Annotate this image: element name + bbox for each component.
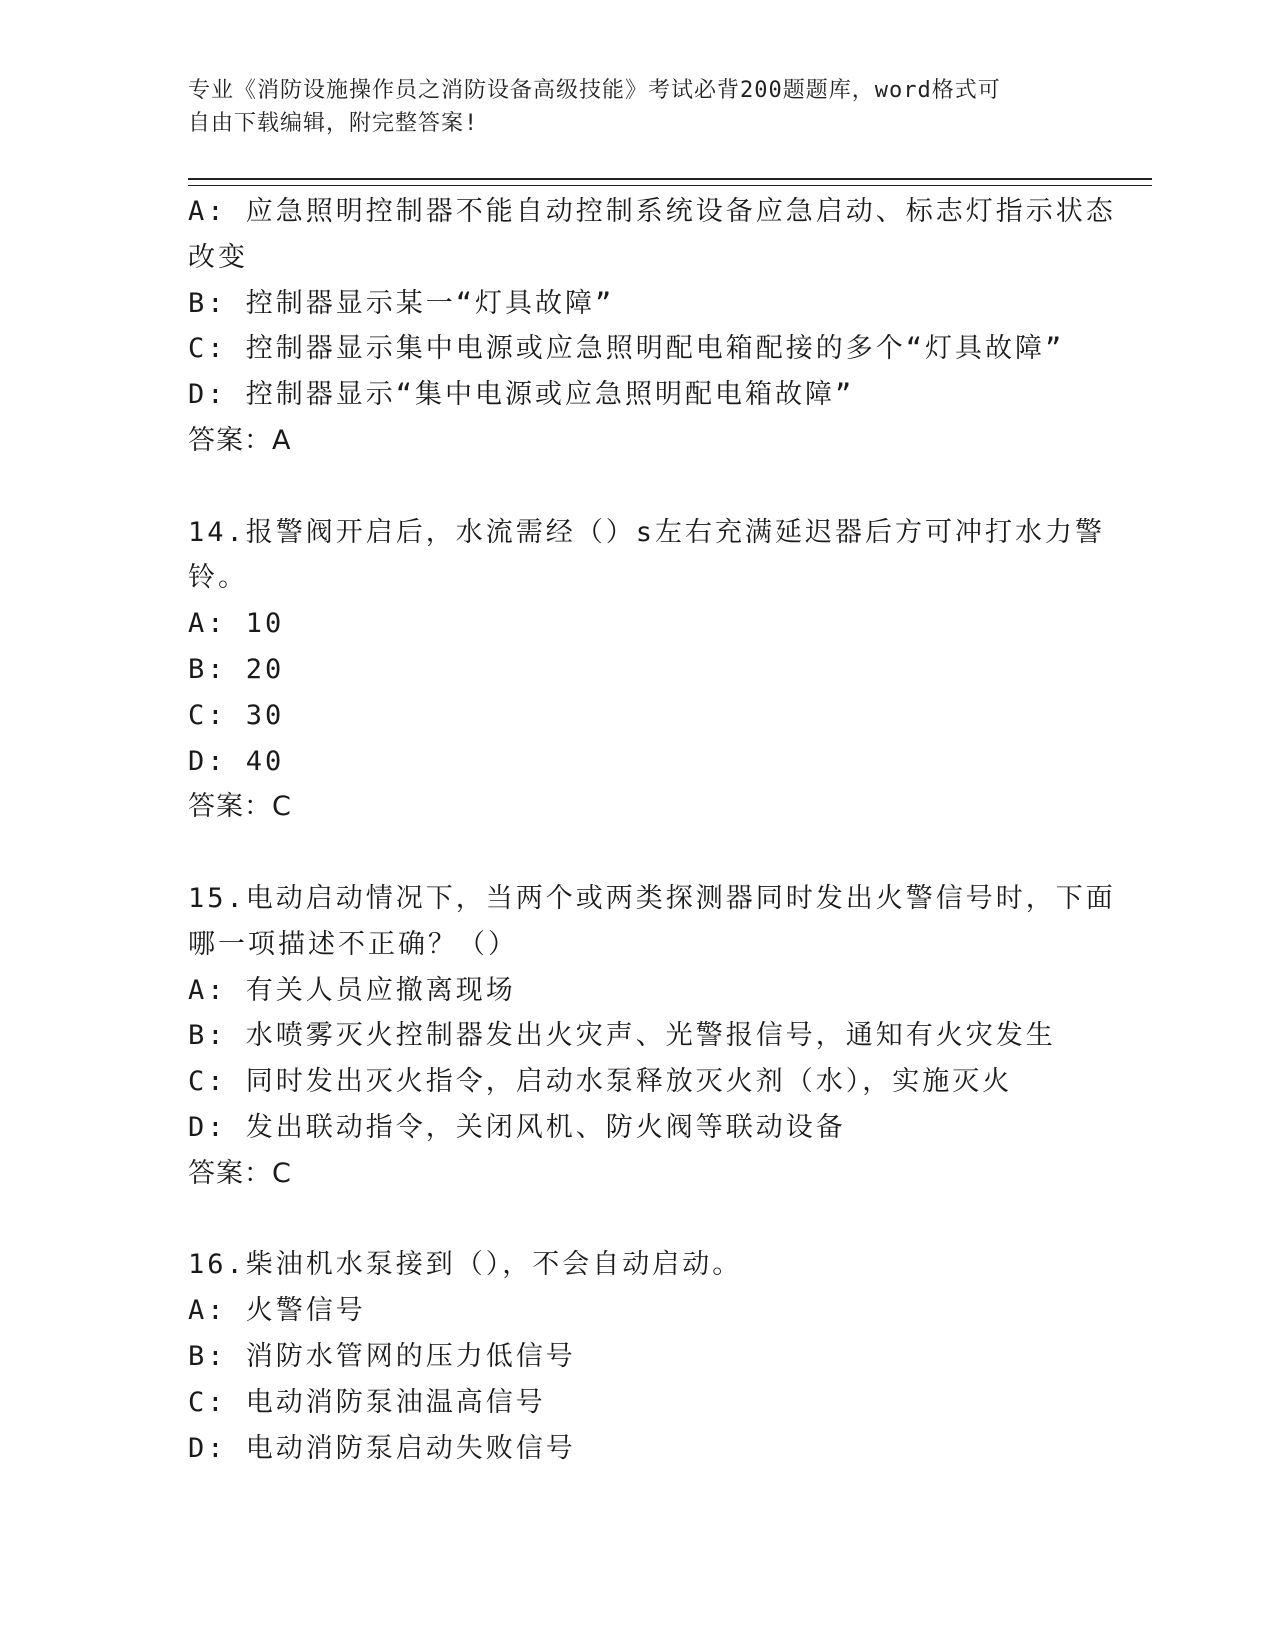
answer: 答案：C: [188, 1157, 292, 1189]
question-text-continued: 哪一项描述不正确？（）: [188, 928, 518, 960]
option-a: A: 10: [188, 608, 285, 640]
spacer: [188, 1197, 1088, 1243]
question-text: 14.报警阀开启后，水流需经（）s左右充满延迟器后方可冲打水力警: [188, 516, 1106, 548]
option-a: A: 火警信号: [188, 1295, 366, 1327]
option-a: A: 有关人员应撤离现场: [188, 974, 516, 1006]
question-14: [188, 510, 1106, 831]
option-d: D: 电动消防泵启动失败信号: [188, 1432, 576, 1464]
option-b: B: 控制器显示某一“灯具故障”: [188, 287, 615, 319]
spacer: [188, 464, 1088, 510]
question-13: [188, 189, 1116, 464]
question-text: 16.柴油机水泵接到（），不会自动启动。: [188, 1249, 743, 1281]
option-c: C: 30: [188, 699, 285, 731]
option-c: C: 电动消防泵油温高信号: [188, 1386, 546, 1418]
option-c: C: 控制器显示集中电源或应急照明配电箱配接的多个“灯具故障”: [188, 333, 1065, 365]
header-line-2: 自由下载编辑，附完整答案!: [188, 111, 479, 136]
document-body: [188, 189, 1116, 1471]
option-d: D: 40: [188, 745, 285, 777]
option-d: D: 控制器显示“集中电源或应急照明配电箱故障”: [188, 379, 855, 411]
question-text-continued: 铃。: [188, 562, 248, 594]
header-line-1: 专业《消防设施操作员之消防设备高级技能》考试必背200题题库，word格式可: [188, 78, 1001, 103]
option-d: D: 发出联动指令，关闭风机、防火阀等联动设备: [188, 1111, 846, 1143]
document-header: [188, 74, 1088, 140]
option-b: B: 消防水管网的压力低信号: [188, 1340, 576, 1372]
option-a: A: 应急照明控制器不能自动控制系统设备应急启动、标志灯指示状态: [188, 196, 1116, 227]
option-c: C: 同时发出灭火指令，启动水泵释放灭火剂（水），实施灭火: [188, 1066, 1013, 1098]
option-b: B: 20: [188, 653, 285, 685]
option-a-continued: 改变: [188, 241, 248, 273]
header-divider: [188, 178, 1152, 186]
answer: 答案：C: [188, 791, 292, 823]
question-16: [188, 1242, 1088, 1471]
option-b: B: 水喷雾灭火控制器发出火灾声、光警报信号，通知有火灾发生: [188, 1020, 1056, 1052]
answer: 答案：A: [188, 424, 292, 456]
question-text: 15.电动启动情况下，当两个或两类探测器同时发出火警信号时，下面: [188, 882, 1116, 914]
spacer: [188, 830, 1088, 876]
question-15: [188, 876, 1116, 1197]
